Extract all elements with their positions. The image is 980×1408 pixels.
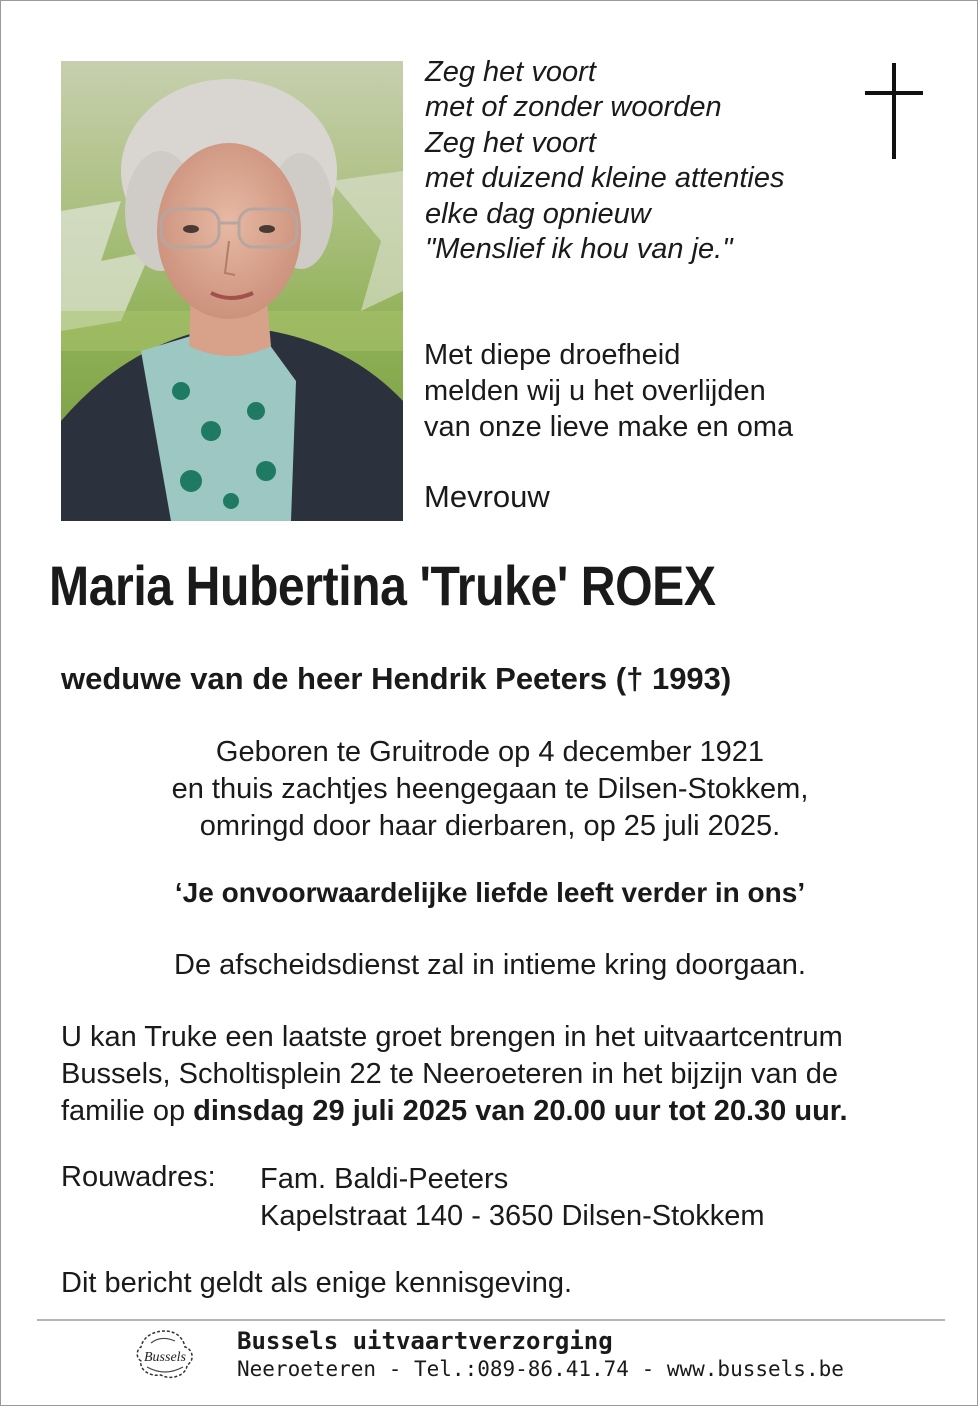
poem-line: elke dag opnieuw	[425, 197, 651, 230]
visit-line	[61, 1093, 848, 1130]
visit-datetime: dinsdag 29 juli 2025 van 20.00 uur tot 20.30 uur.	[193, 1095, 848, 1127]
intro-line: melden wij u het overlijden	[424, 375, 766, 407]
poem	[425, 55, 785, 267]
honorific: Mevrouw	[424, 479, 550, 514]
cross-icon	[865, 63, 923, 159]
poem-line: Zeg het voort	[425, 126, 596, 159]
poem-line: "Menslief ik hou van je."	[425, 233, 733, 266]
born-line: Geboren te Gruitrode op 4 december 1921	[215, 736, 765, 768]
service-note: De afscheidsdienst zal in intieme kring doorgaan.	[174, 949, 806, 981]
born-line: omringd door haar dierbaren, op 25 juli 2025.	[199, 810, 781, 842]
widow-line: weduwe van de heer Hendrik Peeters († 1993)	[61, 661, 732, 696]
portrait-photo	[61, 61, 403, 521]
born-line: en thuis zachtjes heengegaan te Dilsen-Stokkem,	[171, 773, 809, 805]
address-label: Rouwadres:	[61, 1161, 216, 1193]
intro-line: Met diepe droefheid	[424, 339, 681, 371]
poem-line: met duizend kleine attenties	[425, 162, 785, 195]
poem-line: Zeg het voort	[425, 56, 596, 88]
birth-death-text	[1, 734, 979, 845]
visit-line: U kan Truke een laatste groet brengen in het uitvaartcentrum	[61, 1021, 843, 1053]
visit-line: Bussels, Scholtisplein 22 te Neeroeteren in het bijzijn van de	[61, 1058, 839, 1090]
deceased-name: Maria Hubertina 'Truke' ROEX	[49, 554, 716, 617]
visit-prefix: familie op	[61, 1095, 194, 1127]
poem-line: met of zonder woorden	[425, 91, 722, 124]
bussels-logo	[131, 1327, 199, 1383]
notice-text: Dit bericht geldt als enige kennisgeving.	[61, 1267, 573, 1299]
address-line: Fam. Baldi-Peeters	[260, 1163, 509, 1195]
intro-line: van onze lieve make en oma	[424, 411, 794, 443]
address-line: Kapelstraat 140 - 3650 Dilsen-Stokkem	[260, 1200, 765, 1232]
divider	[37, 1319, 945, 1321]
intro-text	[424, 337, 793, 445]
mourning-address	[260, 1161, 765, 1235]
funeral-home-contact: Neeroeteren - Tel.:089-86.41.74 - www.bussels.be	[237, 1357, 844, 1381]
memorial-quote: ‘Je onvoorwaardelijke liefde leeft verder in ons’	[174, 877, 806, 908]
funeral-home-name: Bussels uitvaartverzorging	[237, 1327, 613, 1355]
visitation-info	[61, 1019, 848, 1130]
svg-text:Bussels: Bussels	[144, 1350, 186, 1365]
